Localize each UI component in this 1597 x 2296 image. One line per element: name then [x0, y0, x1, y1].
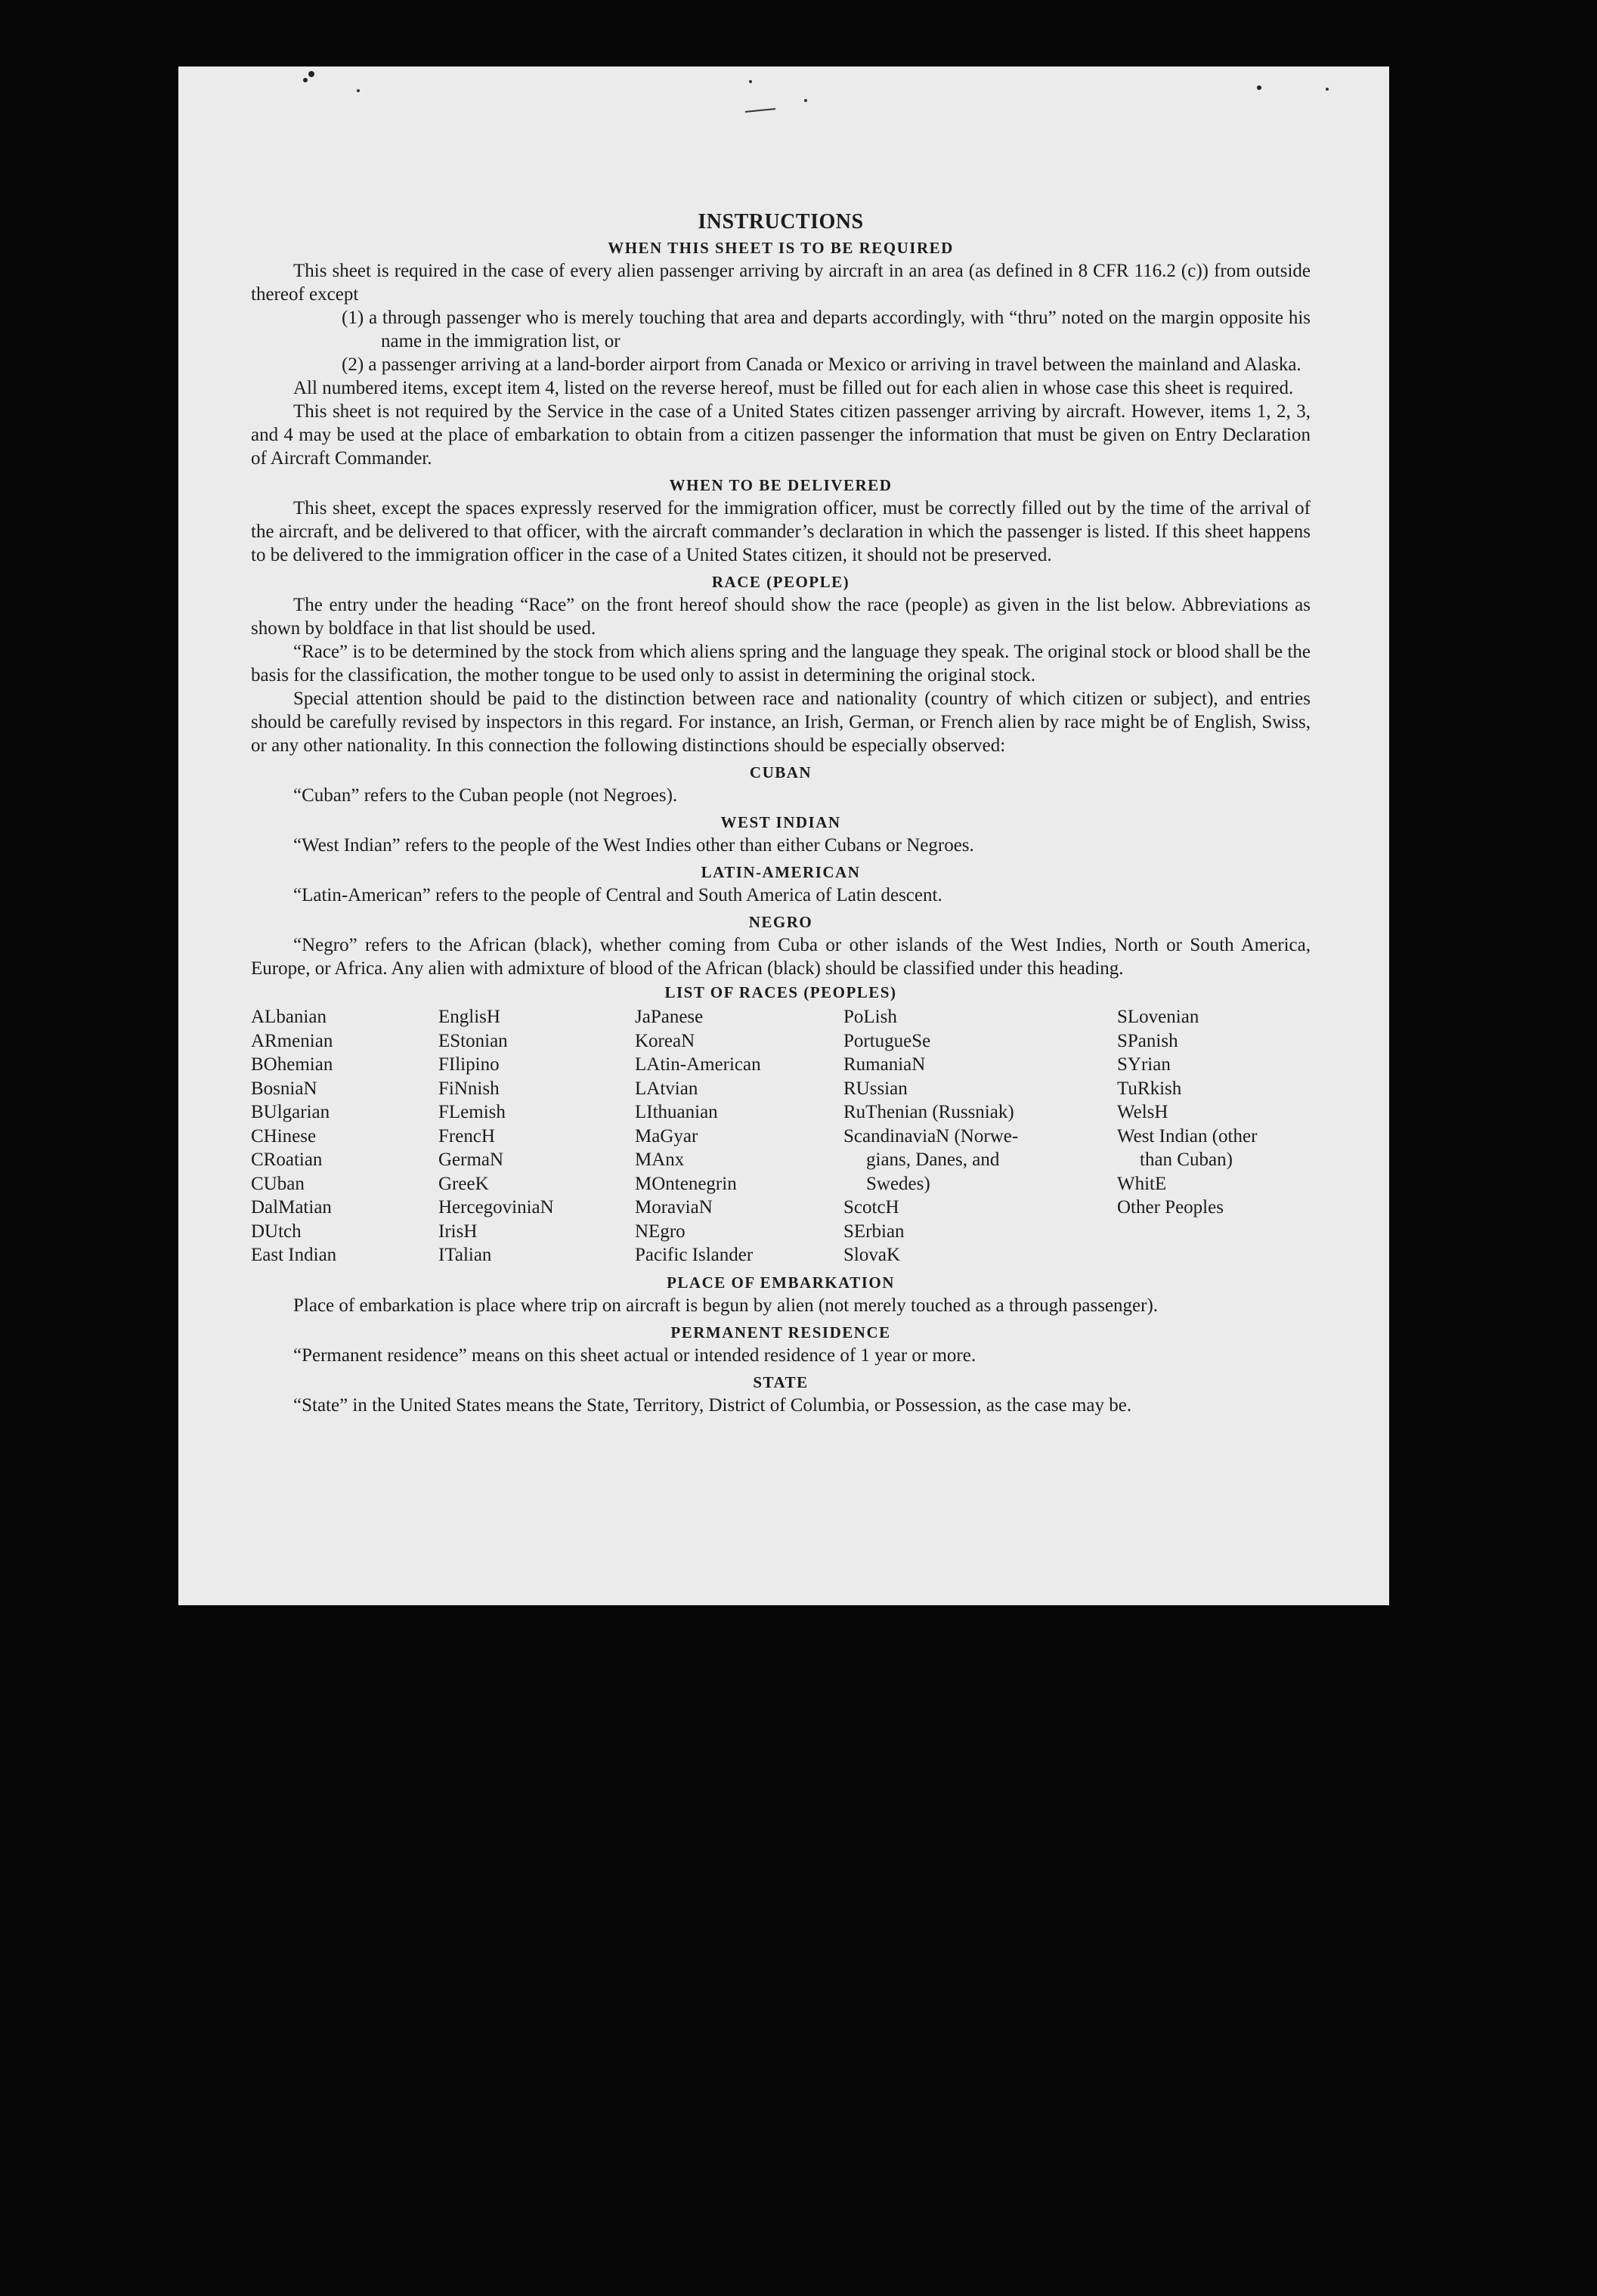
race-entry: BOhemian	[251, 1054, 333, 1075]
race-entry: FiNnish	[438, 1078, 500, 1099]
race-entry: HercegoviniaN	[438, 1197, 554, 1218]
paragraph: The entry under the heading “Race” on the front hereof should show the race (people) as given in the list below. Abbreviations as shown by boldface in that list should be used.	[251, 595, 1311, 639]
section-residence	[251, 1323, 1311, 1367]
race-entry: GreeK	[438, 1173, 489, 1194]
race-entry: MAnx	[635, 1150, 685, 1170]
races-column-1	[251, 1005, 438, 1267]
section-delivered	[251, 476, 1311, 567]
races-table	[251, 1005, 1311, 1267]
race-entry: PoLish	[843, 1007, 897, 1027]
paragraph: This sheet, except the spaces expressly reserved for the immigration officer, must be correctly filled out by the time of the arrival of the aircraft, and be delivered to that officer, with the aircraft commander’s declaration in which the passenger is listed. If this sheet happens to be delivered to the immigration officer in the case of a United States citizen, it should not be preserved.	[251, 498, 1311, 565]
race-entry: RuThenian (Russniak)	[843, 1102, 1014, 1122]
section-heading: CUBAN	[749, 763, 812, 781]
paragraph: All numbered items, except item 4, listed on the reverse hereof, must be filled out for each alien in whose case this sheet is required.	[293, 378, 1294, 398]
section-cuban	[251, 763, 1311, 807]
section-heading: RACE (PEOPLE)	[711, 573, 850, 591]
paragraph: Place of embarkation is place where trip on aircraft is begun by alien (not merely touched as a through passenger).	[293, 1295, 1159, 1316]
section-heading: STATE	[753, 1372, 809, 1391]
race-entry: LIthuanian	[635, 1102, 718, 1122]
section-heading: PERMANENT RESIDENCE	[670, 1323, 891, 1341]
section-latin-american	[251, 863, 1311, 907]
paragraph: This sheet is required in the case of every alien passenger arriving by aircraft in an area (as defined in 8 CFR 116.2 (c)) from outside thereof except	[251, 261, 1311, 305]
race-entry: ARmenian	[251, 1030, 333, 1051]
race-entry: KoreaN	[635, 1030, 695, 1051]
section-heading: WHEN THIS SHEET IS TO BE REQUIRED	[608, 239, 954, 257]
paragraph: “State” in the United States means the State, Territory, District of Columbia, or Possession, as the case may be.	[293, 1394, 1132, 1416]
paragraph: “Negro” refers to the African (black), whether coming from Cuba or other islands of the West Indies, North or South America, Europe, or Africa. Any alien with admixture of blood of the African (black) should be classified under this heading.	[251, 935, 1311, 979]
race-entry: MaGyar	[635, 1125, 698, 1146]
race-entry: SPanish	[1117, 1030, 1178, 1051]
race-entry: IrisH	[438, 1221, 478, 1242]
section-required	[251, 239, 1311, 470]
race-entry: ScotcH	[843, 1197, 899, 1218]
race-entry: Other Peoples	[1117, 1197, 1224, 1218]
section-state	[251, 1373, 1311, 1417]
race-entry: SErbian	[843, 1221, 905, 1242]
list-item: (1) a through passenger who is merely touching that area and departs accordingly, with “thru” noted on the margin opposite his name in the immigration list, or	[342, 308, 1311, 351]
paragraph: “Latin-American” refers to the people of Central and South America of Latin descent.	[293, 885, 942, 905]
race-entry: East Indian	[251, 1245, 337, 1265]
section-heading: LATIN-AMERICAN	[701, 863, 861, 881]
race-entry: CHinese	[251, 1125, 317, 1146]
race-entry: TuRkish	[1117, 1078, 1182, 1099]
section-heading: NEGRO	[748, 913, 813, 931]
race-entry: SLovenian	[1117, 1007, 1199, 1027]
race-entry: FIlipino	[438, 1054, 500, 1075]
race-entry: LAtin-American	[635, 1054, 761, 1075]
race-entry: DalMatian	[251, 1197, 332, 1218]
race-entry: NEgro	[635, 1221, 686, 1242]
race-entry: ALbanian	[251, 1007, 327, 1027]
race-entry: FLemish	[438, 1102, 506, 1122]
race-entry: GermaN	[438, 1150, 504, 1170]
document-title: INSTRUCTIONS	[698, 210, 864, 234]
races-column-5	[1117, 1005, 1257, 1267]
race-entry: EStonian	[438, 1030, 508, 1051]
race-entry: RUssian	[843, 1078, 908, 1099]
paragraph: Special attention should be paid to the distinction between race and nationality (country of which citizen or subject), and entries should be carefully revised by inspectors in this regard. For instance, an Irish, German, or French alien by race might be of English, Swiss, or any other nationality. In this connection the following distinctions should be especially observed:	[251, 688, 1311, 756]
section-heading: WEST INDIAN	[720, 813, 841, 831]
race-entry: BUlgarian	[251, 1102, 330, 1122]
section-race	[251, 573, 1311, 757]
section-heading: PLACE OF EMBARKATION	[667, 1273, 895, 1292]
race-entry: ITalian	[438, 1245, 492, 1265]
paragraph: This sheet is not required by the Service in the case of a United States citizen passenger arriving by aircraft. However, items 1, 2, 3, and 4 may be used at the place of embarkation to obtain from a citizen passenger the information that must be given on Entry Declaration of Aircraft Commander.	[251, 401, 1311, 469]
race-entry: WhitE	[1117, 1173, 1167, 1194]
paragraph: “Race” is to be determined by the stock from which aliens spring and the language they speak. The original stock or blood shall be the basis for the classification, the mother tongue to be used only to assist in determining the original stock.	[251, 642, 1311, 685]
race-entry: MOntenegrin	[635, 1173, 737, 1194]
race-entry: MoraviaN	[635, 1197, 713, 1218]
section-heading: WHEN TO BE DELIVERED	[669, 476, 893, 494]
race-entry: RumaniaN	[843, 1054, 926, 1075]
race-entry: CUban	[251, 1173, 305, 1194]
race-entry: FrencH	[438, 1125, 495, 1146]
race-entry: Pacific Islander	[635, 1245, 754, 1265]
section-races-list	[251, 983, 1311, 1267]
race-entry: BosniaN	[251, 1078, 317, 1099]
section-heading: LIST OF RACES (PEOPLES)	[664, 983, 897, 1001]
scan-specks	[178, 67, 1389, 165]
races-column-2	[438, 1005, 635, 1267]
race-entry: West Indian (other	[1117, 1125, 1258, 1146]
paragraph: “Cuban” refers to the Cuban people (not Negroes).	[293, 785, 678, 806]
races-column-4	[843, 1005, 1117, 1267]
race-entry: DUtch	[251, 1221, 302, 1242]
document-page	[178, 67, 1389, 1605]
race-entry: CRoatian	[251, 1150, 323, 1170]
race-entry: Swedes)	[866, 1173, 930, 1194]
paragraph: “West Indian” refers to the people of the West Indies other than either Cubans or Negroes.	[293, 835, 974, 856]
race-entry: EnglisH	[438, 1007, 500, 1027]
race-entry: gians, Danes, and	[866, 1150, 1000, 1170]
race-entry: than Cuban)	[1140, 1150, 1233, 1170]
paragraph: “Permanent residence” means on this sheet actual or intended residence of 1 year or more.	[293, 1344, 976, 1366]
section-embarkation	[251, 1273, 1311, 1317]
race-entry: WelsH	[1117, 1102, 1168, 1122]
races-column-3	[635, 1005, 843, 1267]
list-item: (2) a passenger arriving at a land-border airport from Canada or Mexico or arriving in travel between the mainland and Alaska.	[342, 354, 1301, 375]
race-entry: JaPanese	[635, 1007, 704, 1027]
section-negro	[251, 913, 1311, 980]
race-entry: PortugueSe	[843, 1030, 931, 1051]
race-entry: ScandinaviaN (Norwe-	[843, 1125, 1019, 1146]
race-entry: SlovaK	[843, 1245, 900, 1265]
race-entry: SYrian	[1117, 1054, 1171, 1075]
section-west-indian	[251, 813, 1311, 857]
race-entry: LAtvian	[635, 1078, 698, 1099]
